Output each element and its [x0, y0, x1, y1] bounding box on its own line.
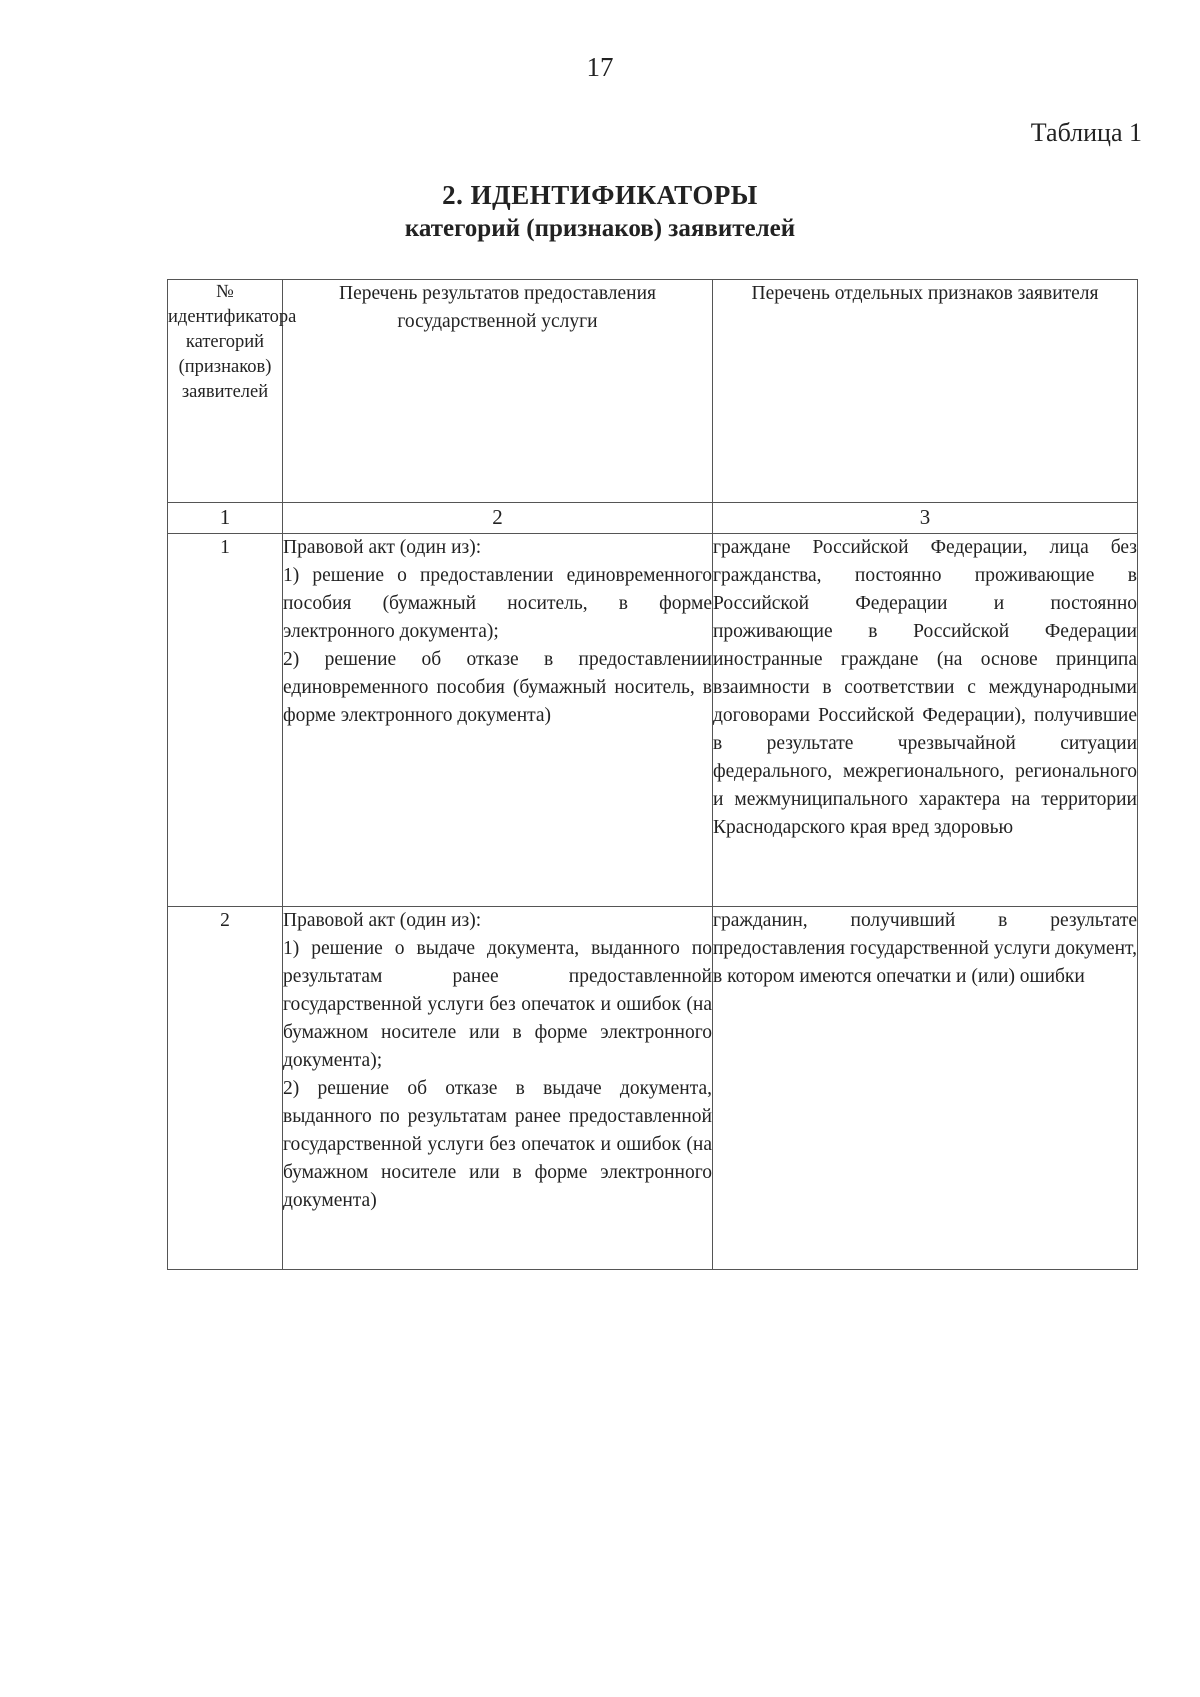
row-identifier: 2 — [168, 907, 283, 1270]
column-number-row — [168, 503, 1138, 534]
results-line: 1) решение о предоставлении единовременного пособия (бумажный носитель, в форме электронного документа); — [283, 565, 712, 642]
row-attributes: граждане Российской Федерации, лица без гражданства, постоянно проживающие в Российской Федерации и постоянно проживающие в Российской Федерации иностранные граждане (на основе принципа взаимности в соответствии с международными договорами Российской Федерации), получившие в результате чрезвычайной ситуации федерального, межрегионального, регионального и межмуниципального характера на территории Краснодарского края вред здоровью — [713, 534, 1138, 907]
header-identifier: № идентификатора категорий (признаков) заявителей — [168, 280, 283, 503]
results-line: Правовой акт (один из): — [283, 537, 482, 558]
document-subtitle: категорий (признаков) заявителей — [404, 215, 796, 242]
row-results — [283, 534, 713, 907]
page-number: 17 — [586, 52, 614, 82]
results-line: 1) решение о выдаче документа, выданного по результатам ранее предоставленной государственной услуги без опечаток и ошибок (на бумажном носителе или в форме электронного документа); — [283, 938, 712, 1071]
table-row — [168, 534, 1138, 907]
results-line: Правовой акт (один из): — [283, 910, 482, 931]
table-header-row — [168, 280, 1138, 503]
document-title: 2. ИДЕНТИФИКАТОРЫ — [442, 180, 758, 210]
row-results — [283, 907, 713, 1270]
results-line: 2) решение об отказе в выдаче документа, выданного по результатам ранее предоставленной государственной услуги без опечаток и ошибок (на бумажном носителе или в форме электронного документа) — [283, 1078, 712, 1211]
row-identifier: 1 — [168, 534, 283, 907]
identifiers-table — [167, 279, 1138, 1270]
column-number: 2 — [283, 503, 713, 534]
table-label: Таблица 1 — [1030, 118, 1142, 147]
results-line: 2) решение об отказе в предоставлении единовременного пособия (бумажный носитель, в форме электронного документа) — [283, 649, 712, 726]
row-attributes: гражданин, получивший в результате предоставления государственной услуги документ, в котором имеются опечатки и (или) ошибки — [713, 907, 1138, 1270]
header-results: Перечень результатов предоставления государственной услуги — [283, 280, 713, 503]
column-number: 3 — [713, 503, 1138, 534]
column-number: 1 — [168, 503, 283, 534]
table-row — [168, 907, 1138, 1270]
header-attributes: Перечень отдельных признаков заявителя — [713, 280, 1138, 503]
